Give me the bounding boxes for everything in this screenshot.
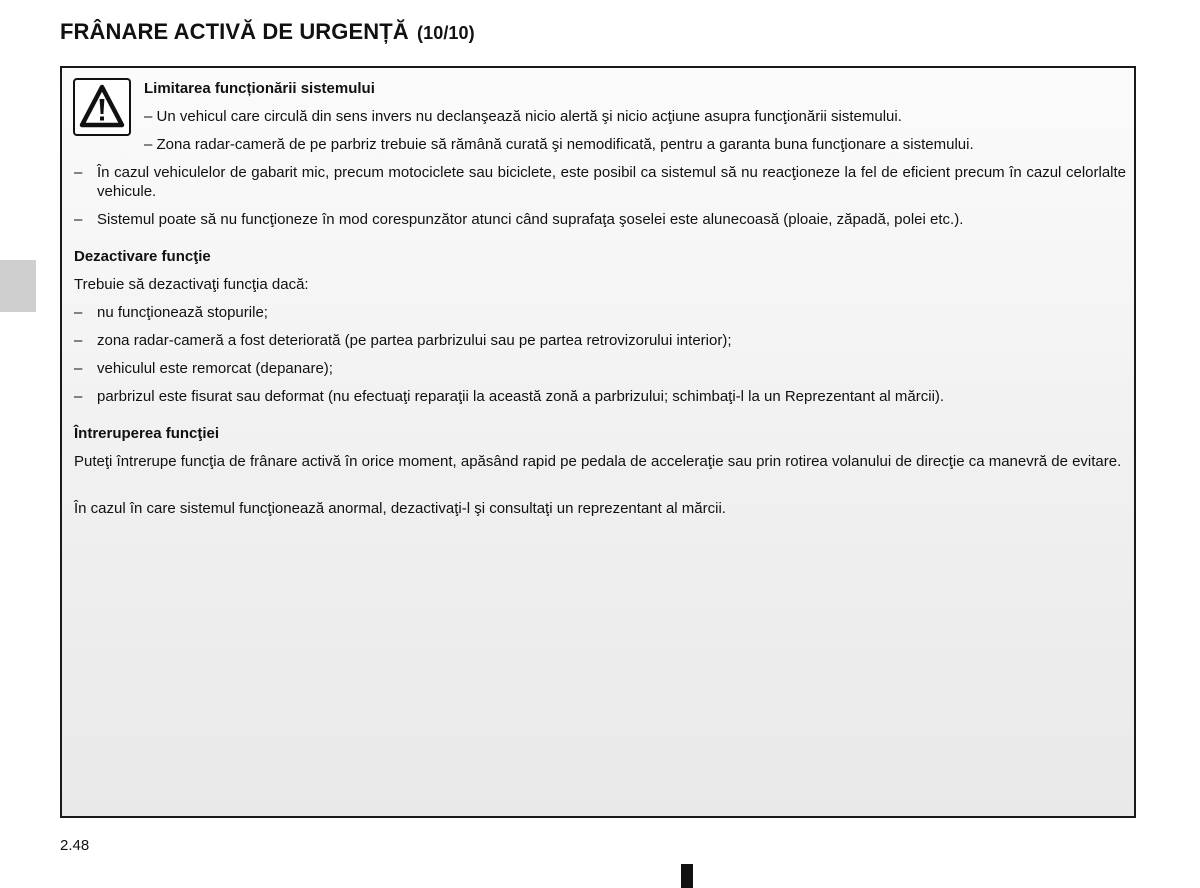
deactivate-item bbox=[74, 331, 1126, 350]
deactivate-item bbox=[74, 303, 1126, 322]
dash-bullet: – bbox=[144, 108, 153, 125]
deactivate-item bbox=[74, 359, 1126, 378]
deactivate-heading: Dezactivare funcţie bbox=[74, 248, 211, 265]
limitation-heading: Limitarea funcționării sistemului bbox=[144, 80, 375, 97]
interrupt-paragraph: În cazul în care sistemul funcţionează anormal, dezactivaţi-l şi consultaţi un reprezentant al mărcii. bbox=[74, 500, 726, 517]
general-item bbox=[74, 210, 1126, 229]
page-title-text: FRÂNARE ACTIVĂ DE URGENȚĂ bbox=[60, 19, 409, 44]
print-mark bbox=[681, 864, 693, 888]
dash-bullet: – bbox=[74, 211, 83, 228]
interrupt-paragraph: Puteţi întrerupe funcţia de frânare activă în orice moment, apăsând rapid pe pedala de acceleraţie sau prin rotirea volanului de direcţie ca manevră de evitare. bbox=[74, 453, 1122, 470]
limitation-item bbox=[144, 135, 974, 154]
general-item-text: Sistemul poate să nu funcţioneze în mod corespunzător atunci când suprafaţa şoselei este alunecoasă (ploaie, zăpadă, polei etc.). bbox=[97, 211, 964, 228]
warning-triangle-icon bbox=[73, 78, 131, 136]
warning-box bbox=[60, 66, 1136, 818]
chapter-side-tab bbox=[0, 260, 36, 312]
page-number: 2.48 bbox=[60, 837, 90, 854]
page-counter: (10/10) bbox=[417, 23, 475, 43]
deactivate-item-text: zona radar-cameră a fost deteriorată (pe partea parbrizului sau pe partea retrovizorului interior); bbox=[97, 332, 732, 349]
interrupt-heading: Întreruperea funcţiei bbox=[74, 425, 220, 442]
general-item bbox=[74, 163, 1126, 201]
limitation-item-text: Zona radar-cameră de pe parbriz trebuie să rămână curată şi nemodificată, pentru a garanta buna funcţionare a sistemului. bbox=[156, 136, 974, 153]
dash-bullet: – bbox=[74, 304, 83, 321]
general-item-text: În cazul vehiculelor de gabarit mic, precum motociclete sau biciclete, este posibil ca sistemul să nu reacţioneze la fel de eficient precum în cazul celorlalte vehicule. bbox=[97, 164, 1126, 200]
dash-bullet: – bbox=[144, 136, 153, 153]
dash-bullet: – bbox=[74, 388, 83, 405]
deactivate-item-text: nu funcţionează stopurile; bbox=[97, 304, 268, 321]
dash-bullet: – bbox=[74, 360, 83, 377]
limitation-item-text: Un vehicul care circulă din sens invers nu declanşează nicio alertă şi nicio acţiune asupra funcţionării sistemului. bbox=[156, 108, 902, 125]
deactivate-item-text: parbrizul este fisurat sau deformat (nu efectuaţi reparaţii la această zonă a parbrizului; schimbaţi-l la un Reprezentant al mărcii). bbox=[97, 388, 945, 405]
deactivate-intro: Trebuie să dezactivaţi funcţia dacă: bbox=[74, 276, 309, 293]
deactivate-item bbox=[74, 387, 1126, 406]
deactivate-item-text: vehiculul este remorcat (depanare); bbox=[97, 360, 333, 377]
page-title bbox=[60, 19, 475, 45]
limitation-item bbox=[144, 107, 902, 126]
dash-bullet: – bbox=[74, 164, 83, 181]
dash-bullet: – bbox=[74, 332, 83, 349]
